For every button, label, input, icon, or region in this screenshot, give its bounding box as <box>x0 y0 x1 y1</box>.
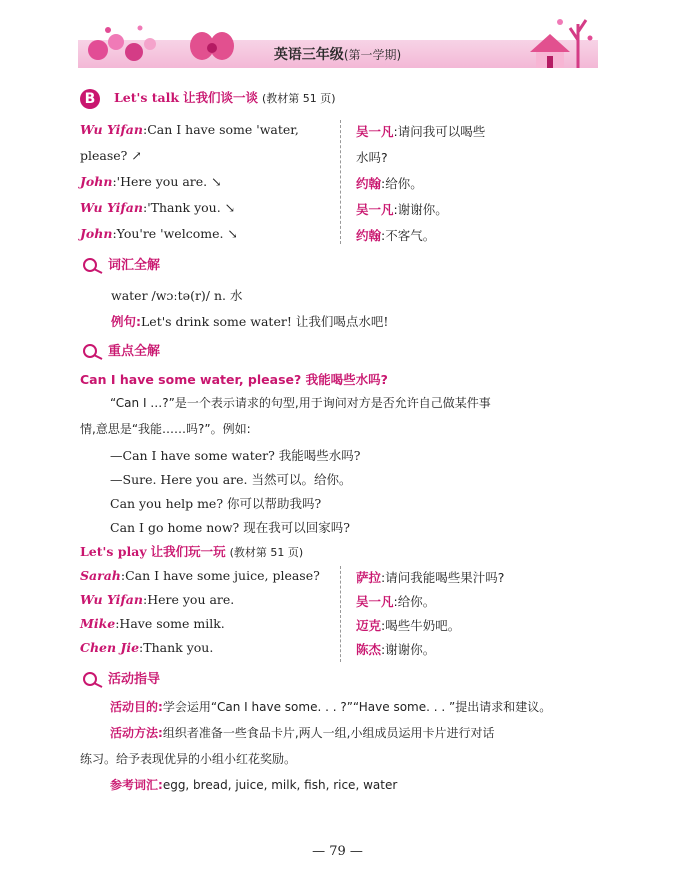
speaker-name-zh: 陈杰 <box>356 642 382 657</box>
play-line <box>80 616 335 640</box>
play-chinese-column <box>356 568 596 664</box>
key-point-paragraph-line1: “Can I …?”是一个表示请求的句型,用于询问对方是否允许自己做某件事 <box>110 396 491 410</box>
play-text-zh: :给你。 <box>393 594 436 609</box>
dialogue-divider <box>340 120 341 244</box>
speaker-name: Wu Yifan <box>80 592 143 607</box>
play-divider <box>340 566 341 662</box>
key-point-title: Can I have some water, please? 我能喝些水吗? <box>80 372 388 387</box>
speaker-name: Chen Jie <box>80 640 140 655</box>
key-points-heading <box>82 340 160 361</box>
vocab-heading-text: 词汇全解 <box>107 258 160 273</box>
magnifier-icon <box>82 343 104 361</box>
speaker-name: John <box>80 174 113 189</box>
lets-play-title-zh: 让我们玩一玩 <box>150 544 226 559</box>
talk-line-zh <box>356 148 596 174</box>
example-sentence: Can I go home now? 现在我可以回家吗? <box>110 520 350 535</box>
vocab-heading <box>82 254 160 275</box>
talk-line-zh <box>356 174 596 200</box>
lets-play-heading <box>80 542 303 560</box>
speaker-name-zh: 约翰 <box>356 228 382 243</box>
page-header-title <box>0 44 675 64</box>
play-english-column <box>80 568 335 664</box>
vocab-word: water /wɔːtə(r)/ n. 水 <box>111 288 243 303</box>
example-text: Let's drink some water! 让我们喝点水吧! <box>141 314 389 329</box>
section-badge: B <box>80 89 100 109</box>
play-text: :Can I have some juice, please? <box>120 568 320 583</box>
key-point-paragraph-line2: 情,意思是“我能……吗?”。例如: <box>80 422 251 436</box>
talk-line <box>80 122 335 148</box>
book-subtitle: (第一学期) <box>343 48 402 62</box>
speaker-name: Wu Yifan <box>80 122 143 137</box>
talk-line <box>80 148 335 174</box>
play-text: :Thank you. <box>139 640 214 655</box>
section-b-heading <box>80 88 336 109</box>
talk-line <box>80 226 335 252</box>
talk-text-zh: 水吗? <box>356 150 388 165</box>
talk-english-column <box>80 122 335 252</box>
speaker-name: Wu Yifan <box>80 200 143 215</box>
play-text-zh: :喝些牛奶吧。 <box>381 618 461 633</box>
activity-heading-text: 活动指导 <box>107 672 160 687</box>
talk-line-zh <box>356 122 596 148</box>
speaker-name: Mike <box>80 616 116 631</box>
play-text-zh: :请问我能喝些果汁吗? <box>381 570 505 585</box>
example-label: 例句: <box>111 314 141 329</box>
talk-text-zh: :给你。 <box>381 176 423 191</box>
speaker-name: John <box>80 226 113 241</box>
example-sentence: —Can I have some water? 我能喝些水吗? <box>110 448 361 463</box>
talk-line-zh <box>356 200 596 226</box>
activity-heading <box>82 668 160 689</box>
activity-words <box>110 776 397 793</box>
speaker-name-zh: 约翰 <box>356 176 382 191</box>
play-line-zh <box>356 640 596 664</box>
talk-text: :'Here you are. ↘ <box>112 174 222 189</box>
words-label: 参考词汇: <box>110 778 163 792</box>
method-text-line2: 练习。给予表现优异的小组小红花奖励。 <box>80 752 297 766</box>
speaker-name: Sarah <box>80 568 121 583</box>
talk-chinese-column <box>356 122 596 252</box>
book-title: 英语三年级 <box>273 47 344 63</box>
talk-line <box>80 200 335 226</box>
play-line-zh <box>356 616 596 640</box>
vocab-example <box>111 312 388 330</box>
talk-line-zh <box>356 226 596 252</box>
activity-method <box>110 724 494 741</box>
play-line <box>80 592 335 616</box>
speaker-name-zh: 吴一凡 <box>356 202 394 217</box>
play-line-zh <box>356 568 596 592</box>
section-title-zh: 让我们谈一谈 <box>182 90 258 105</box>
play-line <box>80 568 335 592</box>
purpose-label: 活动目的: <box>110 700 163 714</box>
page-number: — 79 — <box>312 844 363 859</box>
lets-play-ref: (教材第 51 页) <box>229 546 304 559</box>
method-label: 活动方法: <box>110 726 163 740</box>
speaker-name-zh: 萨拉 <box>356 570 382 585</box>
speaker-name-zh: 吴一凡 <box>356 594 394 609</box>
talk-text: :You're 'welcome. ↘ <box>112 226 238 241</box>
talk-line <box>80 174 335 200</box>
magnifier-icon <box>82 671 104 689</box>
magnifier-icon <box>82 257 104 275</box>
play-line-zh <box>356 592 596 616</box>
words-text: egg, bread, juice, milk, fish, rice, water <box>162 778 398 792</box>
talk-text: :'Thank you. ↘ <box>143 200 236 215</box>
method-text-line1: 组织者准备一些食品卡片,两人一组,小组成员运用卡片进行对话 <box>162 726 495 740</box>
activity-purpose <box>110 698 551 715</box>
speaker-name-zh: 吴一凡 <box>356 124 394 139</box>
play-text-zh: :谢谢你。 <box>381 642 436 657</box>
key-points-heading-text: 重点全解 <box>107 344 160 359</box>
play-text: :Here you are. <box>143 592 235 607</box>
example-sentence: Can you help me? 你可以帮助我吗? <box>110 496 322 511</box>
lets-play-title-en: Let's play <box>80 544 147 559</box>
talk-text: please? ↗ <box>80 148 142 163</box>
play-text: :Have some milk. <box>115 616 225 631</box>
talk-text-zh: :请问我可以喝些 <box>393 124 486 139</box>
example-sentence: —Sure. Here you are. 当然可以。给你。 <box>110 472 352 487</box>
purpose-text: 学会运用“Can I have some. . . ?”“Have some. . . ”提出请求和建议。 <box>162 700 552 714</box>
section-ref: (教材第 51 页) <box>261 92 336 105</box>
section-title-en: Let's talk <box>113 90 179 105</box>
talk-text-zh: :谢谢你。 <box>393 202 448 217</box>
play-line <box>80 640 335 664</box>
talk-text-zh: :不客气。 <box>381 228 436 243</box>
talk-text: :Can I have some 'water, <box>143 122 299 137</box>
speaker-name-zh: 迈克 <box>356 618 382 633</box>
